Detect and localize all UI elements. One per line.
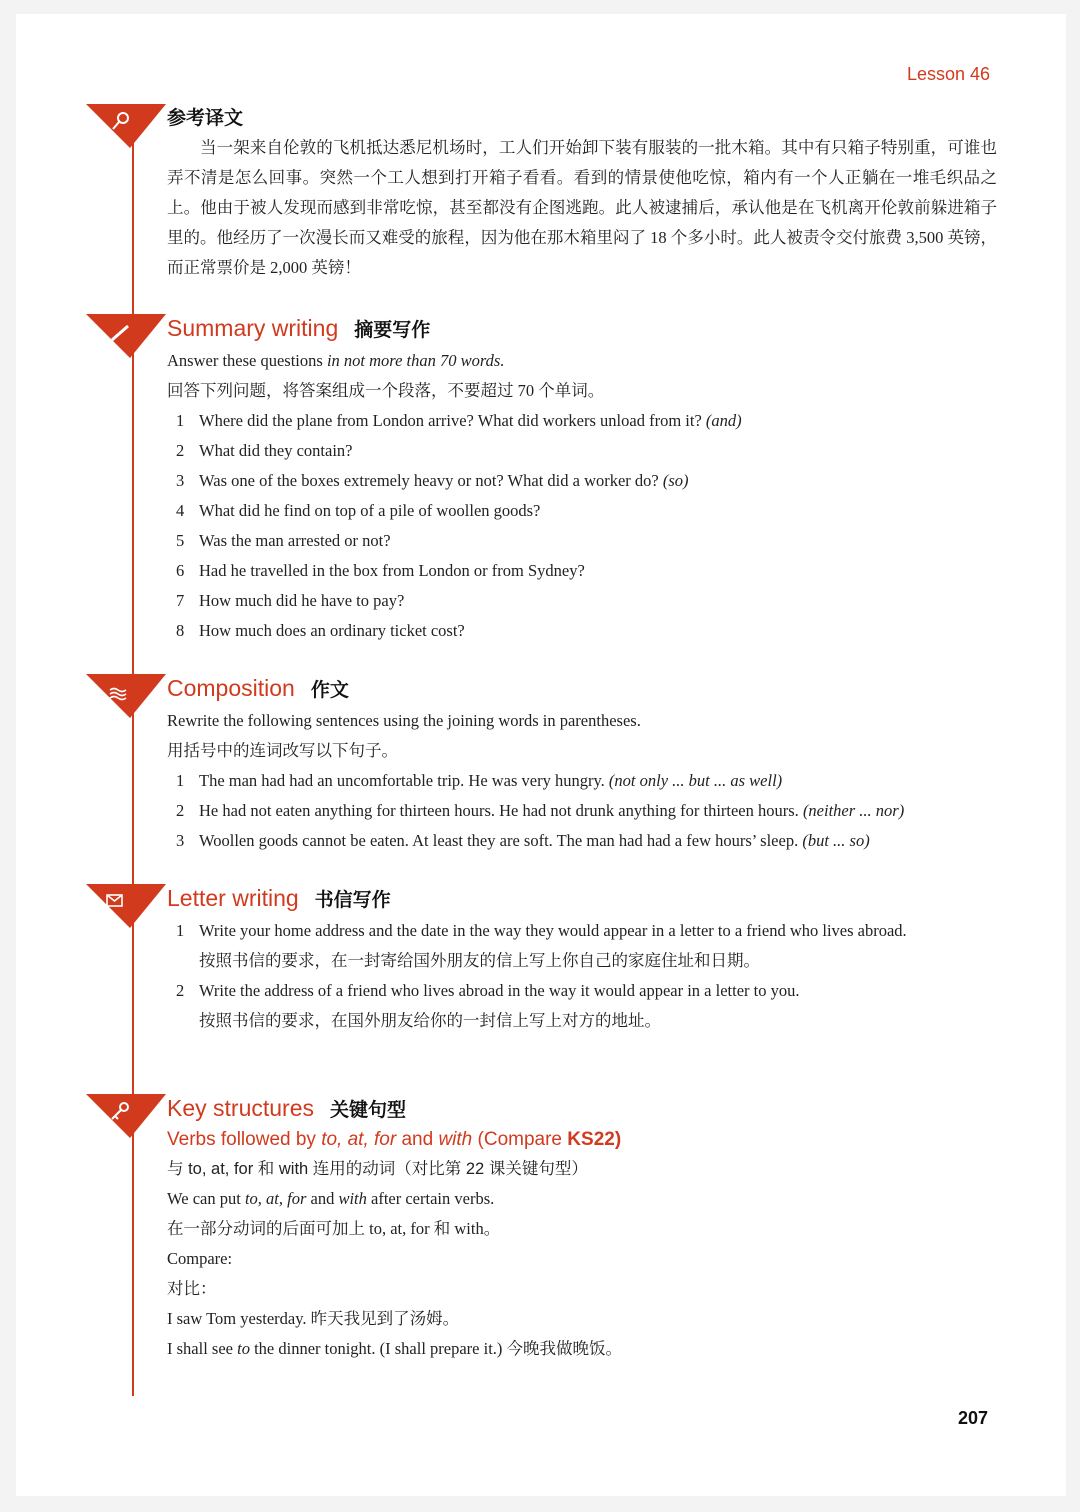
letter-title bbox=[167, 883, 997, 916]
composition-title-cn: 作文 bbox=[310, 680, 349, 701]
composition-section bbox=[167, 673, 997, 856]
key-line-1-cn: 在一部分动词的后面可加上 to, at, for 和 with。 bbox=[167, 1219, 501, 1238]
composition-instruction: Rewrite the following sentences using the joining words in parentheses. bbox=[167, 711, 641, 730]
summary-title bbox=[167, 313, 997, 346]
flag-key bbox=[86, 1094, 166, 1138]
question-4: 4 What did he find on top of a pile of woollen goods? bbox=[176, 501, 541, 520]
question-4-text: What did he find on top of a pile of woollen goods? bbox=[199, 501, 541, 520]
letter-title-en: Letter writing bbox=[167, 885, 299, 911]
sentence-1-text: The man had had an uncomfortable trip. He was very hungry. bbox=[199, 771, 605, 790]
page-number: 207 bbox=[958, 1408, 989, 1428]
question-8-text: How much does an ordinary ticket cost? bbox=[199, 621, 465, 640]
key-subtitle-a: Verbs followed by bbox=[167, 1129, 316, 1150]
letter-section bbox=[167, 883, 997, 1036]
key-subtitle-words: to, at, for bbox=[321, 1129, 397, 1150]
key-line-1-b: after certain verbs. bbox=[371, 1189, 495, 1208]
question-1-hint: (and) bbox=[705, 411, 742, 430]
compare-label-cn: 对比： bbox=[167, 1279, 217, 1298]
question-8: 8 How much does an ordinary ticket cost? bbox=[176, 621, 465, 640]
example-2-to: to bbox=[237, 1339, 250, 1358]
summary-instruction bbox=[167, 346, 997, 376]
sentence-2-text: He had not eaten anything for thirteen hours. He had not drunk anything for thirteen hours. bbox=[199, 801, 799, 820]
summary-instruction-cn: 回答下列问题，将答案组成一个段落，不要超过 70 个单词。 bbox=[167, 381, 605, 400]
key-subtitle-and: and bbox=[401, 1129, 434, 1150]
key-line-1-a: We can put bbox=[167, 1189, 241, 1208]
sentence-1: 1 The man had had an uncomfortable trip. He was very hungry. (not only ... but ... as well) bbox=[176, 771, 783, 790]
question-7-text: How much did he have to pay? bbox=[199, 591, 405, 610]
summary-instruction-b: in not more than 70 words. bbox=[326, 351, 505, 370]
question-1-text: Where did the plane from London arrive? What did workers unload from it? bbox=[199, 411, 702, 430]
question-6: 6 Had he travelled in the box from London or from Sydney? bbox=[176, 561, 585, 580]
letter-task-2-text: Write the address of a friend who lives abroad in the way it would appear in a letter to you. bbox=[199, 981, 800, 1000]
compare-label: Compare: bbox=[167, 1249, 233, 1268]
question-3: 3 Was one of the boxes extremely heavy or not? What did a worker do? (so) bbox=[176, 471, 689, 490]
key-subtitle-ks: KS22) bbox=[567, 1129, 622, 1150]
sentence-2-hint: (neither ... nor) bbox=[802, 801, 905, 820]
sentence-3-text: Woollen goods cannot be eaten. At least they are soft. The man had had a few hours’ sleep. bbox=[199, 831, 799, 850]
example-2-a: I shall see bbox=[167, 1339, 233, 1358]
summary-section bbox=[167, 313, 997, 646]
question-7: 7 How much did he have to pay? bbox=[176, 591, 405, 610]
composition-instruction-cn: 用括号中的连词改写以下句子。 bbox=[167, 741, 398, 760]
flag-summary bbox=[86, 314, 166, 358]
sentence-3-hint: (but ... so) bbox=[802, 831, 870, 850]
flag-reference bbox=[86, 104, 166, 148]
letter-task-1-cn: 按照书信的要求，在一封寄给国外朋友的信上写上你自己的家庭住址和日期。 bbox=[199, 951, 760, 970]
key-title-cn: 关键句型 bbox=[330, 1100, 407, 1121]
question-1: 1 Where did the plane from London arrive? What did workers unload from it? (and) bbox=[176, 411, 742, 430]
composition-title bbox=[167, 673, 997, 706]
key-subtitle bbox=[167, 1126, 997, 1154]
key-subtitle-cn: 与 to, at, for 和 with 连用的动词（对比第 22 课关键句型） bbox=[167, 1160, 588, 1178]
key-line-1 bbox=[167, 1184, 997, 1214]
sentence-2: 2 He had not eaten anything for thirteen hours. He had not drunk anything for thirteen hours. (neither ... nor) bbox=[176, 801, 905, 820]
question-2-text: What did they contain? bbox=[199, 441, 353, 460]
composition-title-en: Composition bbox=[167, 675, 295, 701]
key-line-1-and: and bbox=[310, 1189, 335, 1208]
reference-translation-text: 当一架来自伦敦的飞机抵达悉尼机场时，工人们开始卸下装有服装的一批木箱。其中有只箱子特别重，可谁也弄不清是怎么回事。突然一个工人想到打开箱子看看。看到的情景使他吃惊，箱内有一个人正躺在一堆毛织品之上。他由于被人发现而感到非常吃惊，甚至都没有企图逃跑。此人被逮捕后，承认他是在飞机离开伦敦前躲进箱子里的。他经历了一次漫长而又难受的旅程，因为他在那木箱里闷了 18 个多小时。此人被责令交付旅费 3,500 英镑，而正常票价是 2,000 英镑！ bbox=[167, 138, 997, 277]
key-subtitle-compare: (Compare bbox=[477, 1129, 563, 1150]
letter-task-1-text: Write your home address and the date in the way they would appear in a letter to a friend who lives abroad. bbox=[199, 921, 907, 940]
key-line-1-with: with bbox=[338, 1189, 367, 1208]
example-2 bbox=[167, 1334, 997, 1364]
summary-title-cn: 摘要写作 bbox=[354, 320, 431, 341]
summary-title-en: Summary writing bbox=[167, 315, 339, 341]
sentence-1-hint: (not only ... but ... as well) bbox=[608, 771, 783, 790]
key-structures-section bbox=[167, 1093, 997, 1364]
letter-task-2: 2 Write the address of a friend who lives abroad in the way it would appear in a letter to you. bbox=[176, 981, 800, 1000]
key-subtitle-with: with bbox=[438, 1129, 473, 1150]
flag-composition bbox=[86, 674, 166, 718]
question-5-text: Was the man arrested or not? bbox=[199, 531, 391, 550]
reference-translation-section bbox=[167, 103, 997, 283]
question-5: 5 Was the man arrested or not? bbox=[176, 531, 391, 550]
key-title bbox=[167, 1093, 997, 1126]
lesson-label: Lesson 46 bbox=[907, 64, 991, 84]
sentence-3: 3 Woollen goods cannot be eaten. At least they are soft. The man had had a few hours’ sleep. (but ... so) bbox=[176, 831, 870, 850]
question-6-text: Had he travelled in the box from London or from Sydney? bbox=[199, 561, 585, 580]
letter-task-1: 1 Write your home address and the date in the way they would appear in a letter to a friend who lives abroad. bbox=[176, 921, 907, 940]
flag-letter bbox=[86, 884, 166, 928]
margin-rule bbox=[132, 112, 134, 1396]
key-line-1-words: to, at, for bbox=[244, 1189, 307, 1208]
example-1: I saw Tom yesterday. 昨天我见到了汤姆。 bbox=[167, 1309, 460, 1328]
summary-instruction-a: Answer these questions bbox=[167, 351, 323, 370]
example-2-b: the dinner tonight. (I shall prepare it.) 今晚我做晚饭。 bbox=[254, 1339, 623, 1358]
letter-task-2-cn: 按照书信的要求，在国外朋友给你的一封信上写上对方的地址。 bbox=[199, 1011, 661, 1030]
question-3-hint: (so) bbox=[662, 471, 689, 490]
question-2: 2 What did they contain? bbox=[176, 441, 353, 460]
question-3-text: Was one of the boxes extremely heavy or not? What did a worker do? bbox=[199, 471, 659, 490]
letter-title-cn: 书信写作 bbox=[314, 890, 391, 911]
reference-translation-title: 参考译文 bbox=[167, 107, 244, 129]
key-title-en: Key structures bbox=[167, 1095, 314, 1121]
